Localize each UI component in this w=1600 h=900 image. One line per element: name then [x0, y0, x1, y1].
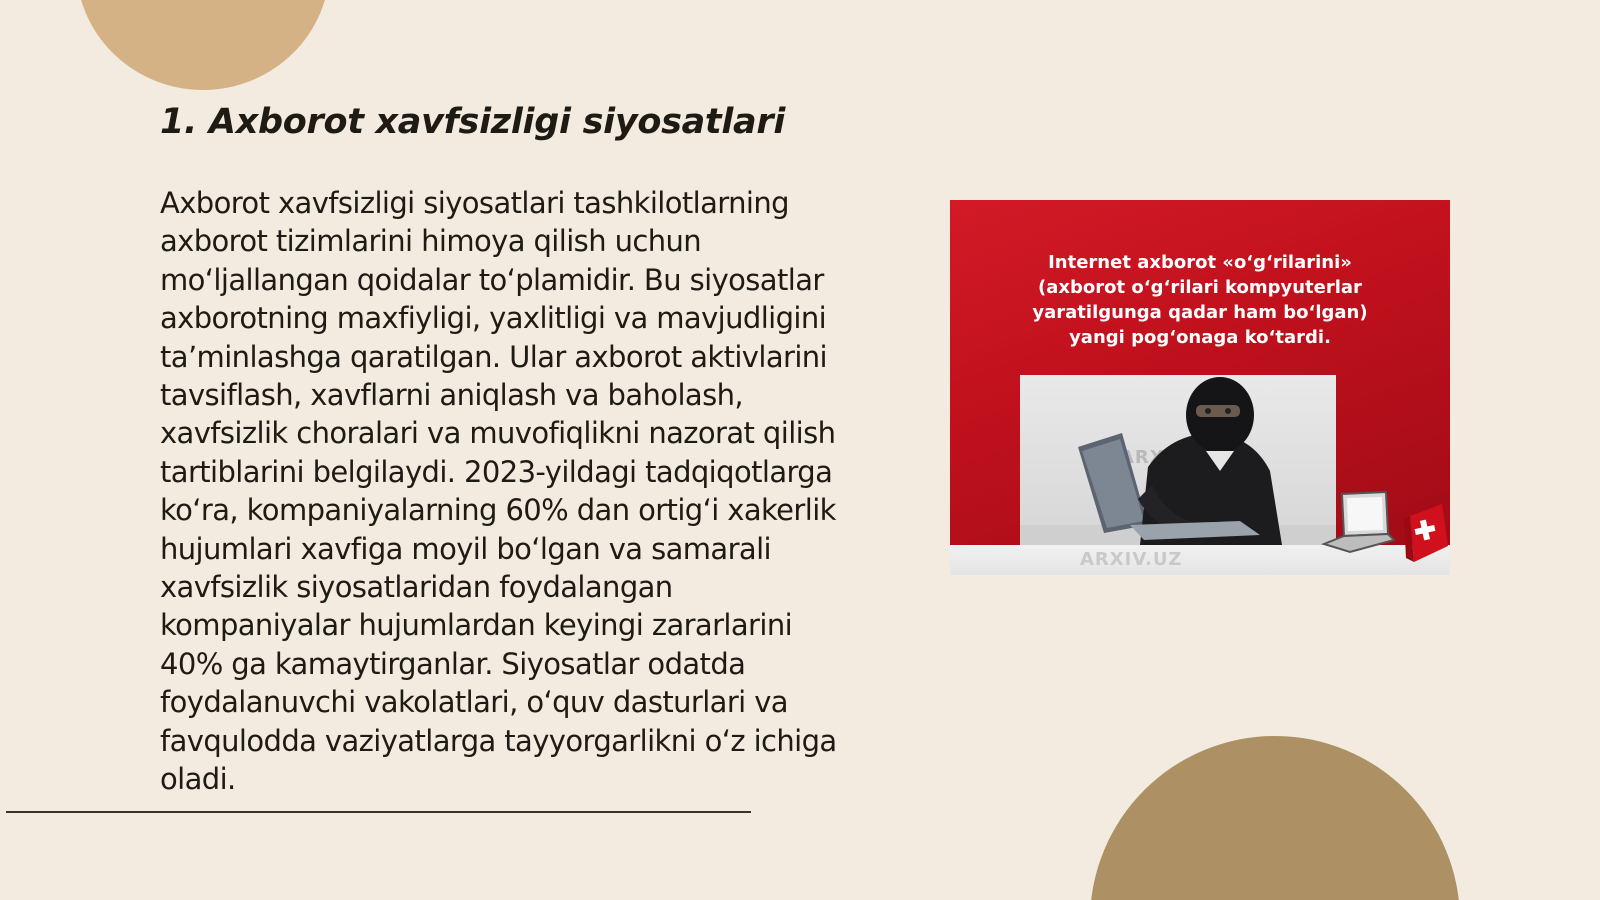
image-watermark: ARXIV.UZ: [1080, 549, 1183, 570]
hacker-figure-icon: [1020, 375, 1336, 545]
decorative-circle-top: [76, 0, 330, 90]
caption-line: Internet axborot «o‘g‘rilarini»: [1048, 252, 1352, 273]
decorative-circle-bottom: [1090, 736, 1460, 900]
first-aid-kit-icon: [1402, 498, 1450, 568]
hacker-photo: [1020, 375, 1336, 545]
divider-line: [6, 811, 751, 813]
image-caption: [950, 250, 1450, 350]
slide-paragraph: Axborot xavfsizligi siyosatlari tashkilotlarning axborot tizimlarini himoya qilish uchun mo‘ljallangan qoidalar to‘plamidir. Bu siyosatlar axborotning maxfiyligi, yaxlitligi va mavjudligini ta’minlashga qaratilgan. Ular axborot aktivlarini tavsiflash, xavflarni aniqlash va baholash, xavfsizlik choralari va muvofiqlikni nazorat qilish tartiblarini belgilaydi. 2023-yildagi tadqiqotlarga ko‘ra, kompaniyalarning 60% dan ortig‘i xakerlik hujumlari xavfiga moyil bo‘lgan va samarali xavfsizlik siyosatlaridan foydalangan kompaniyalar hujumlardan keyingi zararlarini 40% ga kamaytirganlar. Siyosatlar odatda foydalanuvchi vakolatlari, o‘quv dasturlari va favqulodda vaziyatlarga tayyorgarlikni o‘z ichiga oladi.: [160, 186, 837, 797]
caption-line: (axborot o‘g‘rilari kompyuterlar: [1038, 277, 1362, 298]
slide-title: 1. Axborot xavfsizligi siyosatlari: [160, 102, 786, 142]
caption-line: yangi pog‘onaga ko‘tardi.: [1069, 327, 1331, 348]
caption-line: yaratilgunga qadar ham bo‘lgan): [1032, 302, 1368, 323]
laptop-icon: [1320, 490, 1400, 560]
illustration-image: [950, 200, 1450, 575]
